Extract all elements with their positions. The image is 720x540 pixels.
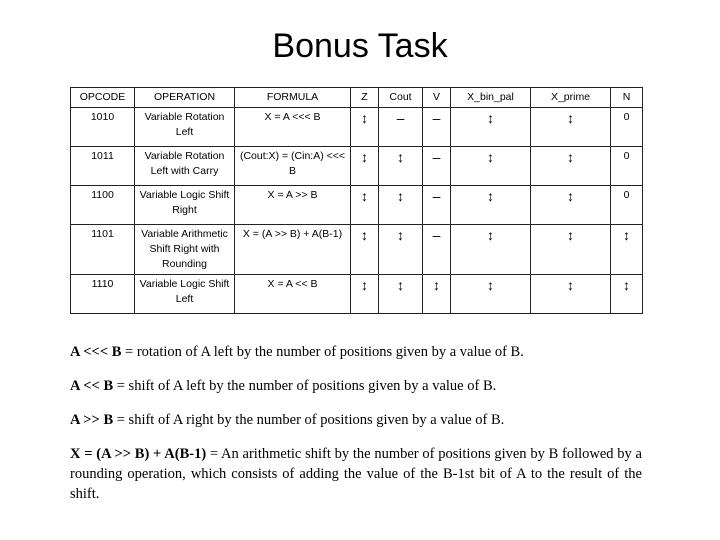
header-x-prime: X_prime [531,88,611,108]
cell-v: – [423,147,451,186]
header-formula: FORMULA [235,88,351,108]
cell-n: ↕ [611,275,643,314]
cell-z: ↕ [351,225,379,275]
cell-x-prime: ↕ [531,186,611,225]
definitions [70,342,642,518]
cell-cout: – [379,108,423,147]
cell-n: ↕ [611,225,643,275]
cell-formula: X = A <<< B [235,108,351,147]
header-v: V [423,88,451,108]
cell-v: – [423,186,451,225]
cell-x-bin-pal: ↕ [451,225,531,275]
cell-v: ↕ [423,275,451,314]
cell-v: – [423,108,451,147]
header-x-bin-pal: X_bin_pal [451,88,531,108]
cell-z: ↕ [351,147,379,186]
cell-opcode: 1011 [71,147,135,186]
cell-formula: X = (A >> B) + A(B-1) [235,225,351,275]
definition-term: X = (A >> B) + A(B-1) [70,446,207,462]
header-opcode: OPCODE [71,88,135,108]
cell-cout: ↕ [379,186,423,225]
definition-term: A <<< B [70,344,122,360]
cell-operation: Variable Rotation Left with Carry [135,147,235,186]
page-title: Bonus Task [272,27,448,65]
cell-formula: X = A >> B [235,186,351,225]
cell-x-bin-pal: ↕ [451,275,531,314]
cell-x-bin-pal: ↕ [451,186,531,225]
table-row [71,108,643,147]
cell-x-prime: ↕ [531,275,611,314]
cell-formula: (Cout:X) = (Cin:A) <<< B [235,147,351,186]
header-cout: Cout [379,88,423,108]
header-n: N [611,88,643,108]
cell-cout: ↕ [379,225,423,275]
cell-operation: Variable Logic Shift Left [135,275,235,314]
cell-x-prime: ↕ [531,225,611,275]
opcode-table [70,87,643,314]
cell-opcode: 1100 [71,186,135,225]
definition-text: = rotation of A left by the number of positions given by a value of B. [121,344,524,360]
cell-n: 0 [611,147,643,186]
header-operation: OPERATION [135,88,235,108]
cell-opcode: 1010 [71,108,135,147]
cell-cout: ↕ [379,147,423,186]
cell-formula: X = A << B [235,275,351,314]
definition-term: A << B [70,378,114,394]
table-row [71,186,643,225]
table-row [71,147,643,186]
cell-opcode: 1110 [71,275,135,314]
table-header-row [71,88,643,108]
cell-cout: ↕ [379,275,423,314]
cell-n: 0 [611,186,643,225]
definition-arith-shift-rounding [70,444,642,504]
cell-x-prime: ↕ [531,147,611,186]
definition-text: = shift of A left by the number of positions given by a value of B. [113,378,497,394]
cell-z: ↕ [351,275,379,314]
cell-operation: Variable Arithmetic Shift Right with Rounding [135,225,235,275]
cell-v: – [423,225,451,275]
cell-x-bin-pal: ↕ [451,147,531,186]
definition-shift-left [70,376,642,396]
header-z: Z [351,88,379,108]
definition-term: A >> B [70,412,114,428]
cell-opcode: 1101 [71,225,135,275]
definition-rotate-left [70,342,642,362]
definition-text: = An arithmetic shift by the number of positions given by B followed by a rounding operation, which consists of adding the value of the B-1st bit of A to the result of the shift. [70,446,642,502]
table-row [71,275,643,314]
definition-text: = shift of A right by the number of positions given by a value of B. [113,412,505,428]
cell-operation: Variable Rotation Left [135,108,235,147]
table-row [71,225,643,275]
definition-shift-right [70,410,642,430]
cell-x-prime: ↕ [531,108,611,147]
cell-z: ↕ [351,186,379,225]
cell-x-bin-pal: ↕ [451,108,531,147]
cell-operation: Variable Logic Shift Right [135,186,235,225]
cell-n: 0 [611,108,643,147]
cell-z: ↕ [351,108,379,147]
